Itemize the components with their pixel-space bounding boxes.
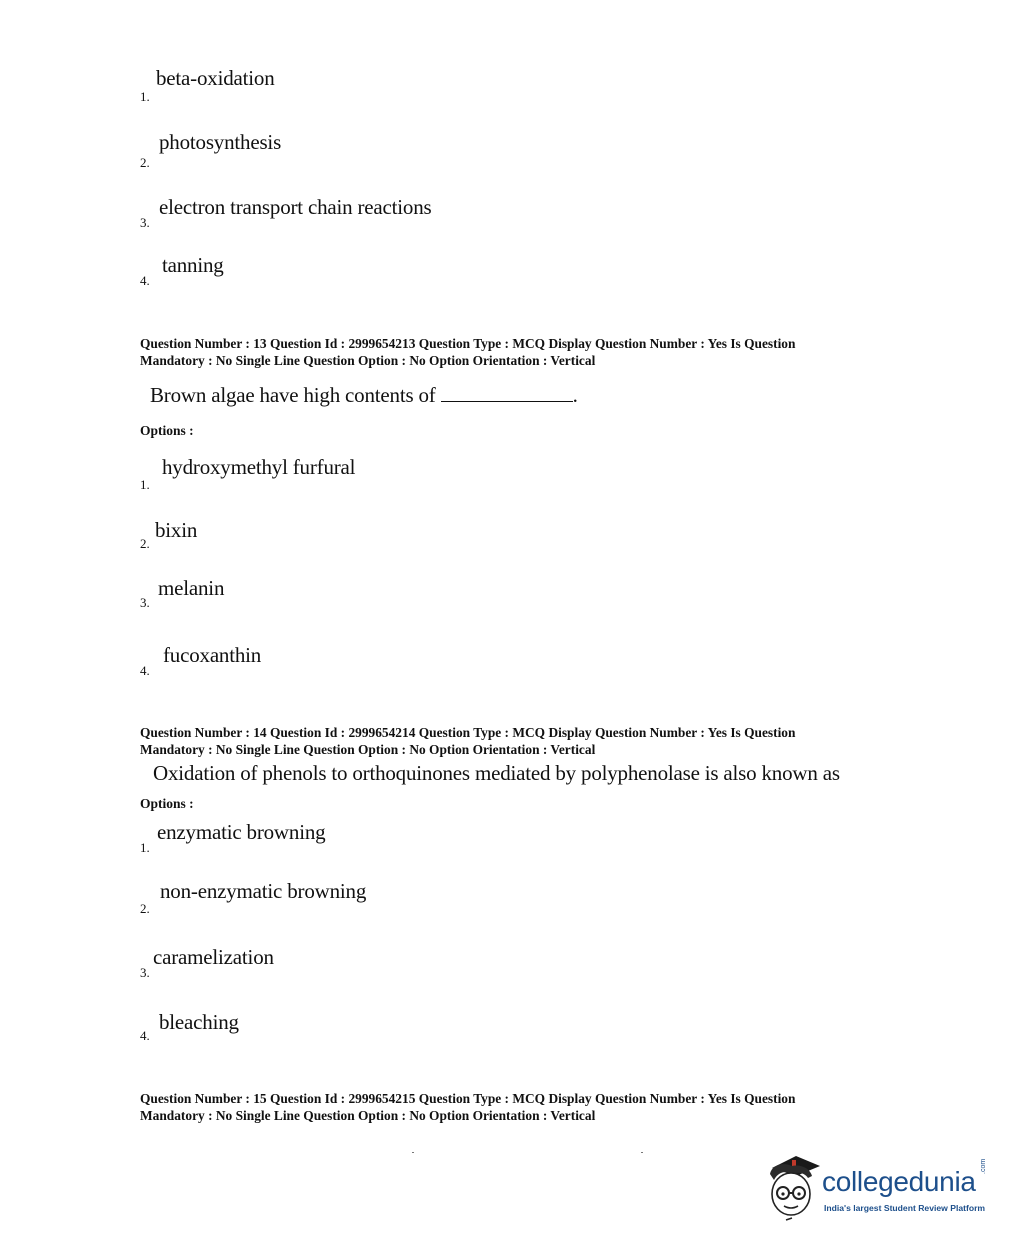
option-number: 1.: [140, 477, 150, 492]
mascot-icon: [762, 1152, 822, 1224]
option-number: 2.: [140, 901, 150, 916]
logo-domain: .com: [980, 1158, 987, 1174]
logo-wordmark: collegedunia: [822, 1166, 976, 1197]
question-meta-line2: Mandatory : No Single Line Question Option : No Option Orientation : Vertical: [140, 1108, 596, 1123]
logo-tagline: India's largest Student Review Platform: [824, 1203, 986, 1213]
option-number: 2.: [140, 536, 150, 551]
options-label: Options :: [140, 796, 194, 811]
option-text: hydroxymethyl furfural: [162, 455, 356, 479]
option-number: 3.: [140, 965, 150, 980]
option-text: non-enzymatic browning: [160, 879, 367, 903]
option-text: bleaching: [159, 1010, 239, 1034]
option-number: 2.: [140, 155, 150, 170]
question-text: [150, 383, 578, 408]
option-number: 3.: [140, 595, 150, 610]
question-meta-line2: Mandatory : No Single Line Question Option : No Option Orientation : Vertical: [140, 353, 596, 368]
option-number: 4.: [140, 663, 150, 678]
options-label: Options :: [140, 423, 194, 438]
answer-blank: [441, 387, 573, 402]
option-number: 3.: [140, 215, 150, 230]
question-meta-line1: Question Number : 13 Question Id : 2999654213 Question Type : MCQ Display Question Number : Yes Is Question: [140, 336, 796, 351]
option-number: 1.: [140, 840, 150, 855]
option-text: fucoxanthin: [163, 643, 262, 667]
option-text: melanin: [158, 576, 225, 600]
option-text: electron transport chain reactions: [159, 195, 432, 219]
question-end: .: [572, 383, 578, 407]
question-meta-line1: Question Number : 14 Question Id : 2999654214 Question Type : MCQ Display Question Number : Yes Is Question: [140, 725, 796, 740]
option-number: 4.: [140, 1028, 150, 1043]
option-text: caramelization: [153, 945, 274, 969]
option-text: photosynthesis: [159, 130, 282, 154]
question-meta-line2: Mandatory : No Single Line Question Option : No Option Orientation : Vertical: [140, 742, 596, 757]
option-number: 4.: [140, 273, 150, 288]
option-text: bixin: [155, 518, 198, 542]
scan-speck: [641, 1152, 643, 1153]
option-text: tanning: [162, 253, 224, 277]
question-stem: Brown algae have high contents of: [150, 383, 436, 407]
option-number: 1.: [140, 89, 150, 104]
collegedunia-logo: [762, 1152, 994, 1224]
question-meta-line1: Question Number : 15 Question Id : 2999654215 Question Type : MCQ Display Question Number : Yes Is Question: [140, 1091, 796, 1106]
option-text: enzymatic browning: [157, 820, 326, 844]
question-text: Oxidation of phenols to orthoquinones mediated by polyphenolase is also known as: [153, 761, 840, 785]
scan-speck: [412, 1152, 414, 1153]
option-text: beta-oxidation: [156, 66, 275, 90]
